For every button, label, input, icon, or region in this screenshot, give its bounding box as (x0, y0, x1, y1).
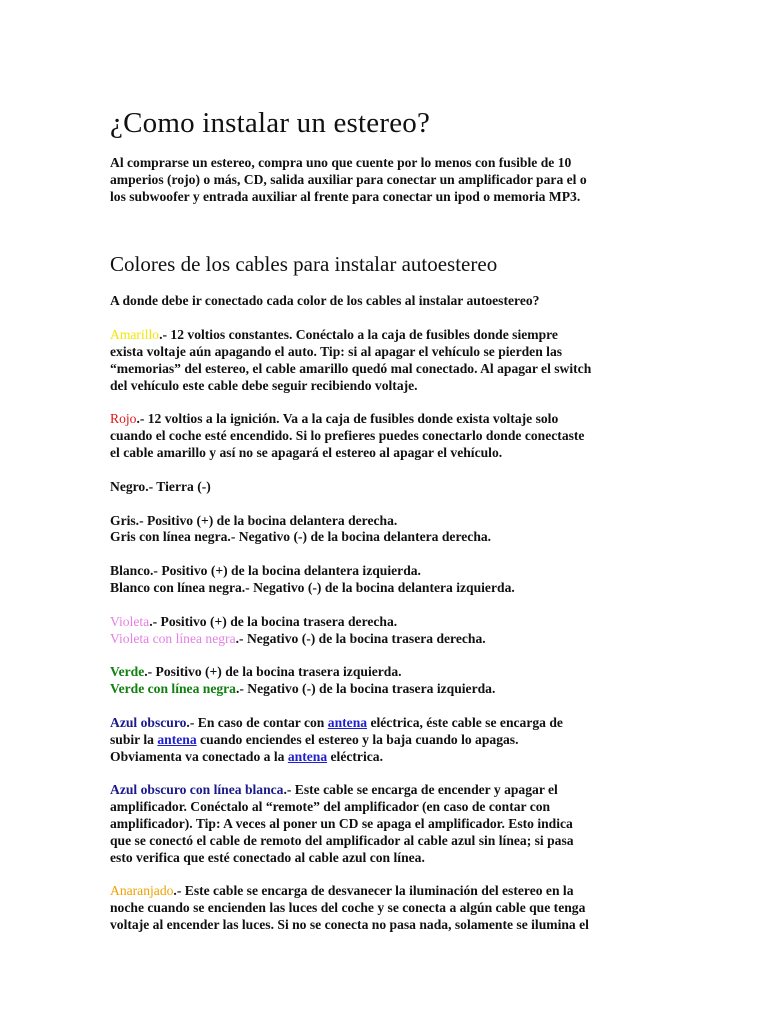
wire-blue-line (110, 749, 668, 766)
wire-dark-blue-white (110, 782, 668, 866)
antena-link[interactable]: antena (327, 714, 368, 730)
wire-violet-line (110, 614, 668, 631)
wire-violet (110, 614, 668, 648)
wire-red-line (110, 411, 668, 428)
wire-blue-line (110, 715, 668, 732)
wire-description: .- Positivo (+) de la bocina trasera izquierda. (144, 664, 402, 680)
wire-description: .- Negativo (-) de la bocina trasera derecha. (235, 630, 486, 646)
wire-description: voltaje al encender las luces. Si no se conecta no pasa nada, solamente se ilumina el (110, 916, 589, 932)
wire-blue-white-line (110, 782, 668, 799)
wire-description: cuando enciendes el estereo y la baja cuando lo apagas. (196, 731, 519, 747)
wire-description: noche cuando se encienden las luces del coche y se conecta a algún cable que tenga (110, 900, 586, 916)
wire-violet-line (110, 631, 668, 648)
wire-description: Blanco.- Positivo (+) de la bocina delantera izquierda. (110, 563, 421, 579)
wire-description: .- Negativo (-) de la bocina trasera izquierda. (235, 681, 496, 697)
wire-description: subir la (110, 731, 158, 747)
wire-description: .- En caso de contar con (186, 714, 328, 730)
wire-description: Gris.- Positivo (+) de la bocina delantera derecha. (110, 512, 398, 528)
wire-description: Obviamenta va conectado a la (110, 748, 288, 764)
wire-description: eléctrica, éste cable se encarga de (367, 714, 563, 730)
wire-blue-line (110, 732, 668, 749)
wire-green-line (110, 681, 668, 698)
wire-orange (110, 883, 668, 933)
wire-description: el cable amarillo y así no se apagará el estereo al apagar el vehículo. (110, 444, 503, 460)
wire-color-label: Azul obscuro con línea blanca (110, 782, 284, 798)
wire-green (110, 664, 668, 698)
section-question: A donde debe ir conectado cada color de los cables al instalar autoestereo? (110, 293, 540, 309)
wire-description: amplificador). Tip: A veces al poner un CD se apaga el amplificador. Esto indica (110, 815, 573, 831)
antena-link[interactable]: antena (157, 731, 197, 747)
section-heading: Colores de los cables para instalar autoestereo (110, 252, 498, 277)
wire-description: Blanco con línea negra.- Negativo (-) de la bocina delantera izquierda. (110, 579, 515, 595)
wire-color-label: Amarillo (110, 327, 160, 343)
wire-gray (110, 513, 668, 547)
intro-line: amperios (rojo) o más, CD, salida auxiliar para conectar un amplificador para el o (110, 171, 587, 187)
wire-description: esto verifica que esté conectado al cable azul con línea. (110, 849, 425, 865)
wire-dark-blue (110, 715, 668, 765)
wire-green-line (110, 664, 668, 681)
intro-line: Al comprarse un estereo, compra uno que cuente por lo menos con fusible de 10 (110, 155, 572, 170)
antena-link[interactable]: antena (287, 748, 328, 764)
wire-description: .- Positivo (+) de la bocina trasera derecha. (149, 613, 398, 629)
wire-yellow (110, 327, 668, 394)
wire-color-label: Anaranjado (110, 883, 174, 899)
wire-color-label: Azul obscuro (110, 714, 187, 730)
wire-description: eléctrica. (327, 748, 383, 764)
wire-description: que se conectó el cable de remoto del amplificador al cable azul sin línea; si pasa (110, 832, 574, 848)
wire-color-label: Verde (110, 664, 145, 680)
wire-white (110, 563, 668, 597)
wire-description: “memorias” del estereo, el cable amarillo quedó mal conectado. Al apagar el switch (110, 360, 592, 376)
wire-orange-line (110, 883, 668, 900)
wire-color-label: Violeta con línea negra (110, 630, 236, 646)
page-title: ¿Como instalar un estereo? (110, 107, 431, 139)
wire-color-label: Verde con línea negra (110, 681, 236, 697)
wire-black (110, 479, 668, 496)
wire-description: .- Este cable se encarga de encender y apagar el (283, 782, 558, 798)
wire-description: .- 12 voltios constantes. Conéctalo a la caja de fusibles donde siempre (159, 327, 558, 343)
wire-description: .- Este cable se encarga de desvanecer la iluminación del estereo en la (173, 883, 574, 899)
wire-description: amplificador. Conéctalo al “remote” del amplificador (en caso de contar con (110, 799, 551, 815)
wire-description: Gris con línea negra.- Negativo (-) de la bocina delantera derecha. (110, 529, 492, 545)
intro-paragraph (110, 155, 668, 205)
wire-description: cuando el coche esté encendido. Si lo prefieres puedes conectarlo donde conectaste (110, 428, 585, 444)
wire-color-label: Rojo (110, 411, 137, 427)
wire-description: del vehículo este cable debe seguir recibiendo voltaje. (110, 377, 418, 393)
wire-description: .- 12 voltios a la ignición. Va a la caja de fusibles donde exista voltaje solo (136, 411, 559, 427)
wire-description: Negro.- Tierra (-) (110, 478, 211, 494)
wire-red (110, 411, 668, 461)
wire-yellow-line (110, 327, 668, 344)
intro-line: los subwoofer y entrada auxiliar al frente para conectar un ipod o memoria MP3. (110, 188, 581, 204)
wire-color-label: Violeta (110, 613, 150, 629)
wire-description: exista voltaje aún apagando el auto. Tip: si al apagar el vehículo se pierden las (110, 343, 563, 359)
